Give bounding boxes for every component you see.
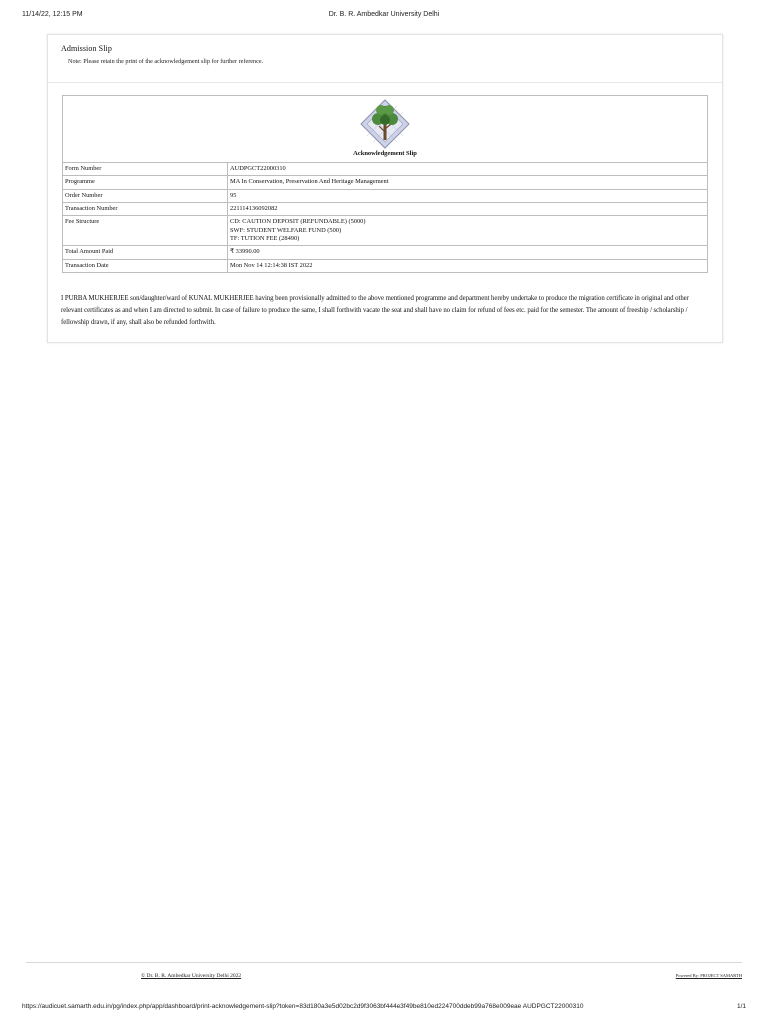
form-number-value: AUDPGCT22000310 [228,163,708,176]
logo-row [63,96,708,163]
print-page-title: Dr. B. R. Ambedkar University Delhi [328,11,440,18]
undertaking-text: I PURBA MUKHERJEE son/daughter/ward of KUNAL MUKHERJEE having been provisionally admitted to the above mentioned programme and department hereby undertake to produce the migration certificate in original and other relevant certificates as and when I am directed to submit. In case of failure to produce the same, I shall forthwith vacate the seat and shall have no claim for refund of fees etc. paid for the semester. The amount of freeship / scholarship / fellowship drawn, if any, shall also be refunded forthwith. [61,295,689,326]
print-datetime: 11/14/22, 12:15 PM [22,11,83,18]
transaction-number-label: Transaction Number [63,202,228,215]
acknowledgement-heading: Acknowledgement Slip [353,150,417,157]
print-footer [22,1003,746,1015]
print-header [22,11,746,23]
programme-label: Programme [63,176,228,189]
form-number-label: Form Number [63,163,228,176]
acknowledgement-table [62,95,708,273]
transaction-date-value: Mon Nov 14 12:14:38 IST 2022 [228,259,708,272]
transaction-number-value: 221114136092082 [228,202,708,215]
fee-structure-label: Fee Structure [63,216,228,246]
fee-structure-value [228,216,708,246]
logo-cell [63,96,708,163]
programme-value: MA In Conservation, Preservation And Heritage Management [228,176,708,189]
fee-line-student-welfare: SWF: STUDENT WELFARE FUND (500) [230,226,342,234]
table-row [63,246,708,259]
print-page-number: 1/1 [736,1003,746,1010]
fee-line-caution-deposit: CD: CAUTION DEPOSIT (REFUNDABLE) (5000) [230,218,366,226]
university-tree-logo-icon [359,98,411,150]
powered-by-link[interactable]: Powered By: PROJECT SAMARTH [675,973,742,978]
total-amount-label: Total Amount Paid [63,246,228,259]
copyright-link[interactable]: © Dr. B. R. Ambedkar University Delhi 2022 [141,973,242,979]
fee-line-tuition: TF: TUTION FEE (28490) [230,234,300,242]
table-row [63,216,708,246]
total-amount-value: ₹ 33990.00 [228,246,708,259]
order-number-label: Order Number [63,189,228,202]
footer-divider [26,962,742,963]
order-number-value: 95 [228,189,708,202]
print-url: https://audicuet.samarth.edu.in/pg/index.php/app/dashboard/print-acknowledgement-slip?token=83d180a3e5d02bc2d9f3063bf444e3f49be810ed224700ddeb99a768e009eae AUDPGCT22000310 [22,1003,584,1010]
card-title: Admission Slip [61,44,112,53]
table-row [63,163,708,176]
table-row [63,202,708,215]
transaction-date-label: Transaction Date [63,259,228,272]
card-header [48,35,722,83]
table-row [63,176,708,189]
table-row [63,259,708,272]
card-note: Note: Please retain the print of the acknowledgement slip for further reference. [68,58,264,65]
table-row [63,189,708,202]
